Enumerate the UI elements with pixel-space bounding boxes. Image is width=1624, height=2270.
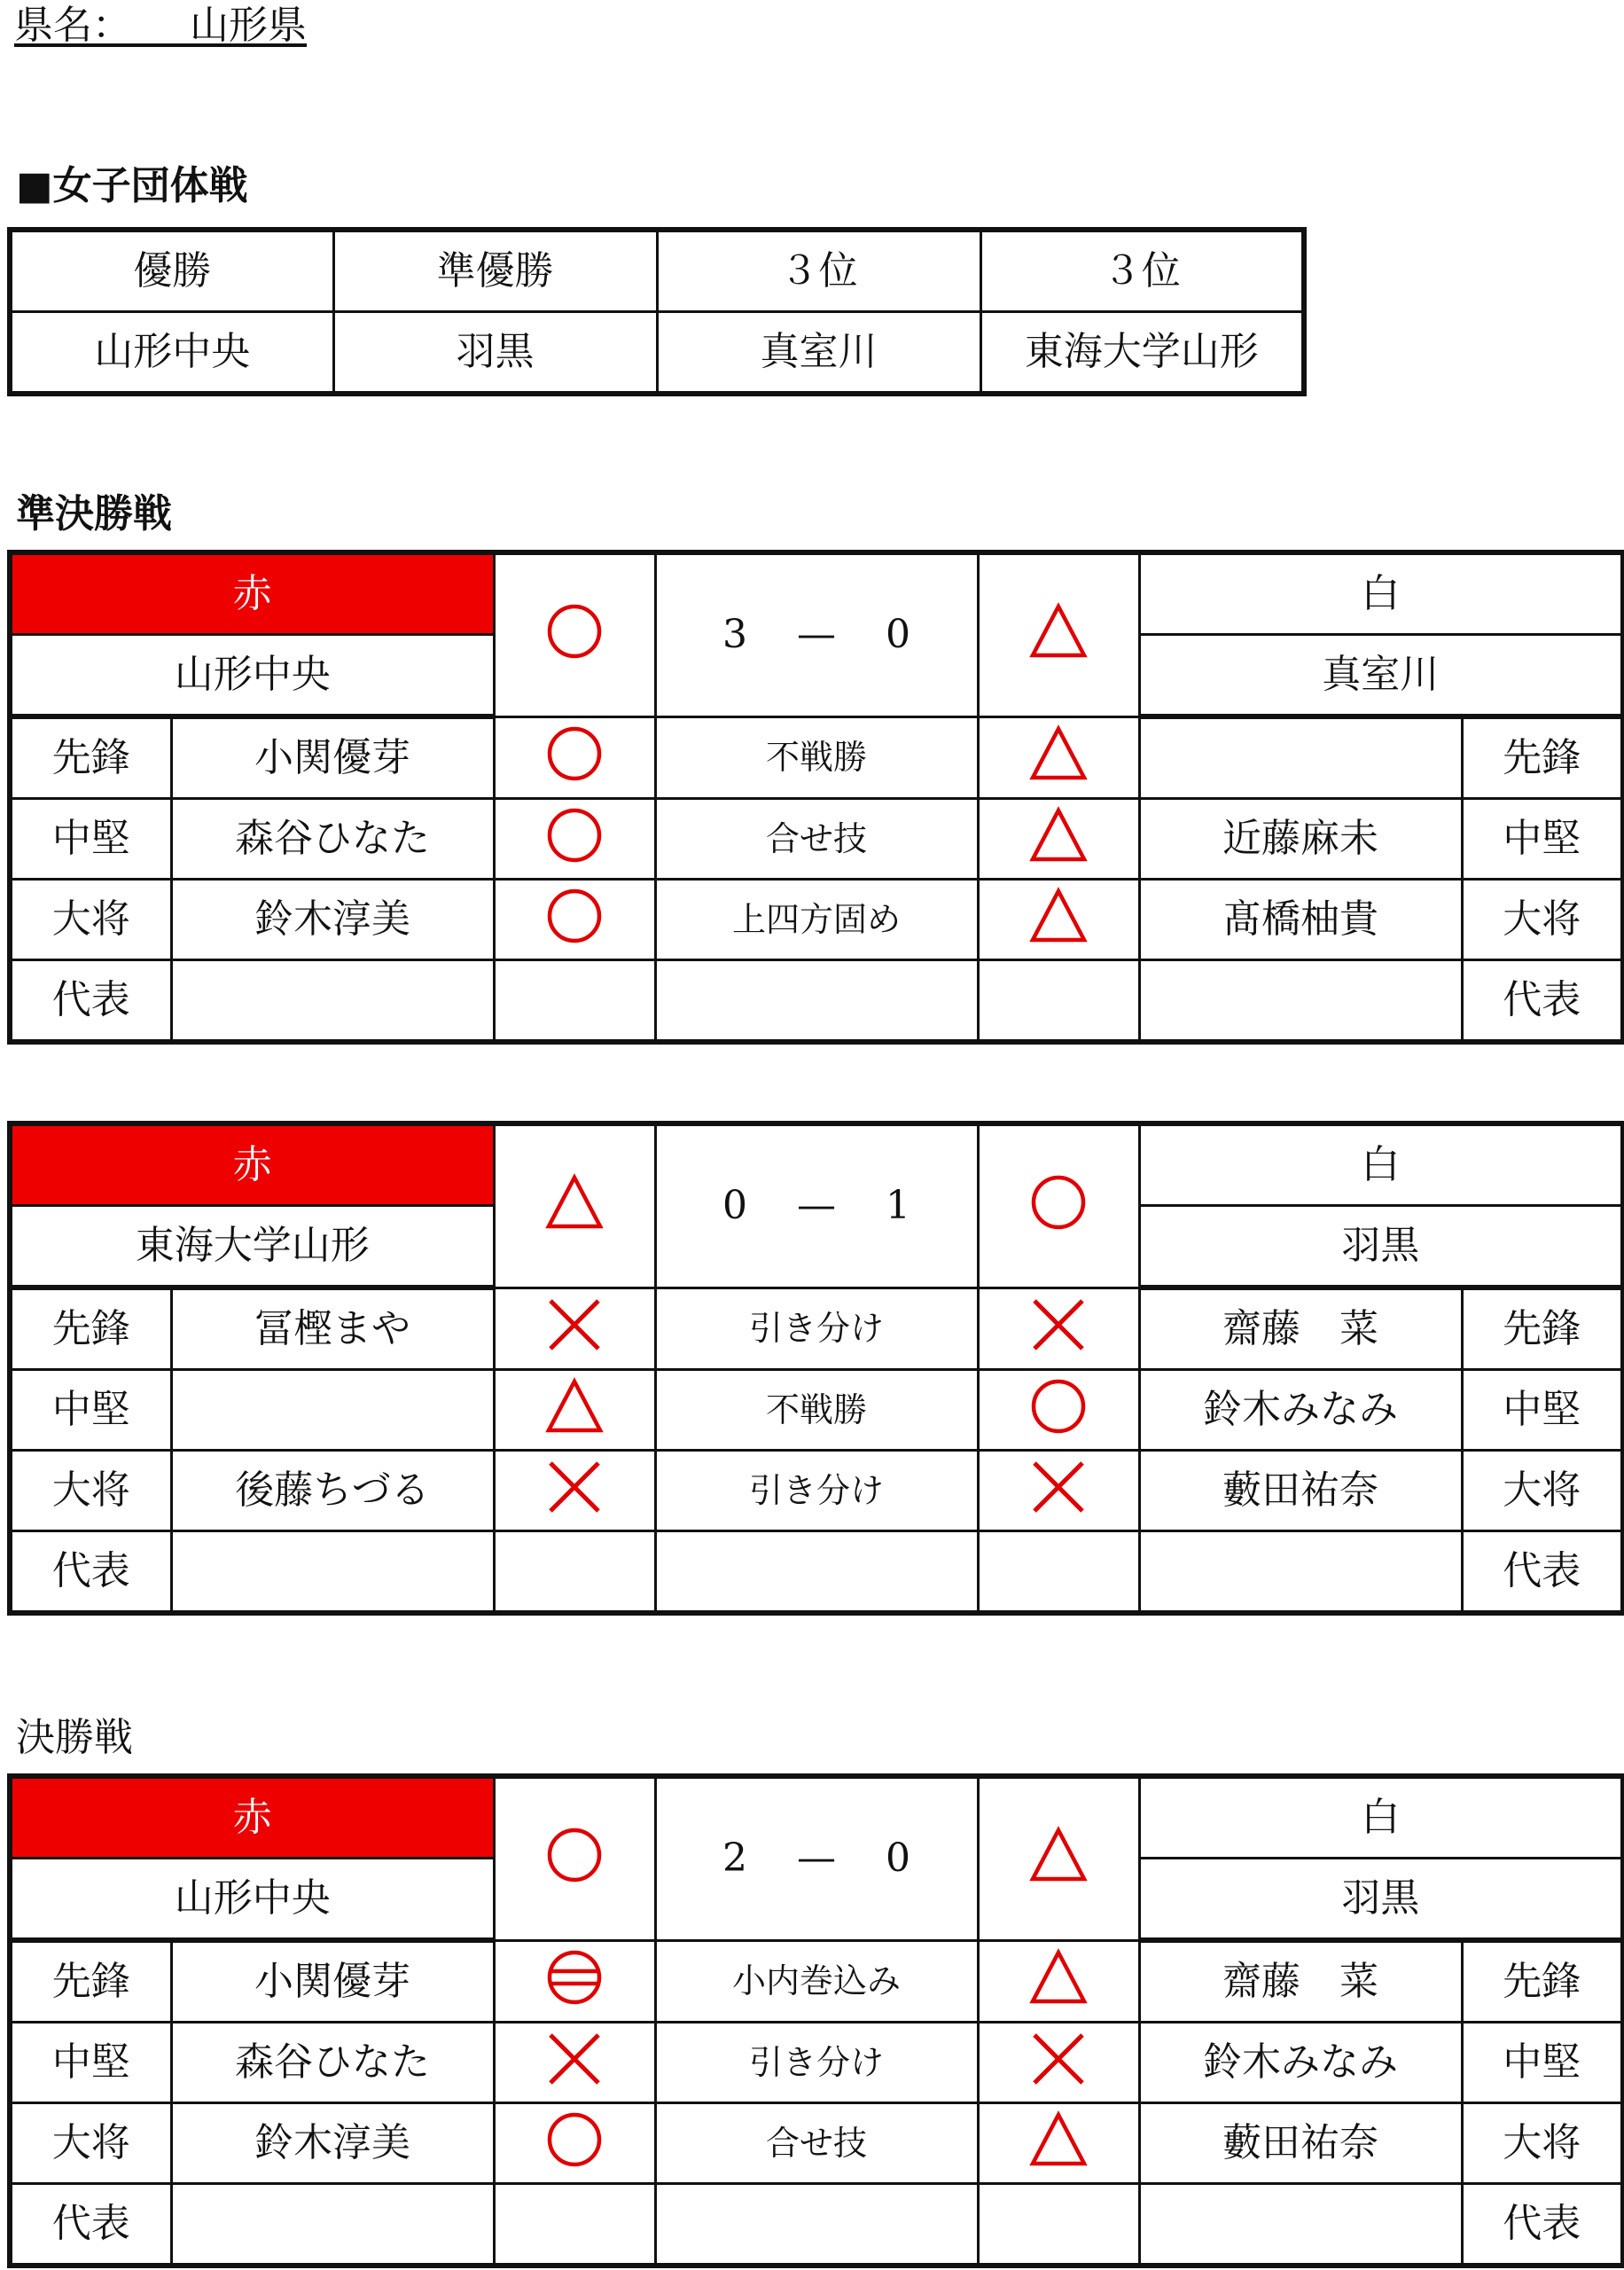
red-bout-mark [494,880,655,960]
bout-row [10,1940,1623,2023]
white-bout-mark [978,2103,1139,2184]
white-bout-mark [978,799,1139,880]
white-bout-mark [978,1370,1139,1451]
white-player [1139,2184,1462,2266]
white-bout-mark [978,2184,1139,2266]
white-player [1139,716,1462,799]
triangle-icon [1029,602,1088,668]
cross-icon [1029,1458,1088,1523]
score-red: 0 [722,1183,748,1229]
results-header-row [10,230,1304,312]
white-position: 代表 [1462,2184,1623,2266]
white-player: 齋藤 菜 [1139,1940,1462,2023]
red-team-mark [494,552,655,716]
bout-row [10,1370,1623,1451]
white-position: 先鋒 [1462,1940,1623,2023]
red-bout-mark [494,1451,655,1531]
red-bout-mark [494,1370,655,1451]
white-player: 髙橋柚貴 [1139,880,1462,960]
white-position: 中堅 [1462,1370,1623,1451]
match-table-1 [7,550,1624,1045]
white-bout-mark [978,716,1139,799]
score-dash: — [797,1183,836,1229]
red-side-label: 赤 [10,1776,494,1859]
circle-icon [1029,1173,1088,1239]
red-player: 森谷ひなた [171,799,494,880]
white-position: 代表 [1462,1531,1623,1614]
red-bout-mark [494,960,655,1043]
red-side-label: 赤 [10,552,494,635]
circle-icon [1029,1377,1088,1443]
bout-result: 合せ技 [655,2103,978,2184]
bout-result: 不戦勝 [655,716,978,799]
white-team-name: 真室川 [1139,635,1623,717]
bout-row [10,1531,1623,1614]
red-bout-mark [494,2184,655,2266]
red-position: 中堅 [10,2023,171,2103]
semifinal-title: 準決勝戦 [16,491,172,536]
bout-result: 引き分け [655,2023,978,2103]
red-position: 先鋒 [10,716,171,799]
red-team-mark [494,1123,655,1288]
match-table-3 [7,1773,1624,2268]
result-header-4: ３位 [980,230,1304,312]
white-player: 藪田祐奈 [1139,1451,1462,1531]
white-position: 中堅 [1462,2023,1623,2103]
red-position: 大将 [10,2103,171,2184]
white-player: 鈴木みなみ [1139,2023,1462,2103]
result-value-4: 東海大学山形 [980,312,1304,395]
red-position: 中堅 [10,1370,171,1451]
red-position: 先鋒 [10,1940,171,2023]
red-player [171,2184,494,2266]
team-score [655,1776,978,1940]
white-player [1139,960,1462,1043]
red-player [171,1370,494,1451]
circle-icon [545,724,604,790]
red-position: 代表 [10,2184,171,2266]
prefecture-value: 山形県 [190,3,307,48]
bout-row [10,1451,1623,1531]
red-bout-mark [494,1288,655,1370]
prefecture-line [14,0,307,51]
circle-icon [545,806,604,872]
bout-result: 引き分け [655,1288,978,1370]
bout-result: 合せ技 [655,799,978,880]
score-white: 0 [885,612,910,658]
white-player: 藪田祐奈 [1139,2103,1462,2184]
white-position: 大将 [1462,1451,1623,1531]
result-header-3: ３位 [657,230,980,312]
bout-row [10,1288,1623,1370]
team-score [655,1123,978,1288]
red-bout-mark [494,1531,655,1614]
white-position: 代表 [1462,960,1623,1043]
triangle-icon [1029,724,1088,790]
white-team-name: 羽黒 [1139,1859,1623,1941]
circle-icon [545,2110,604,2176]
white-team-name: 羽黒 [1139,1206,1623,1288]
red-team-name: 東海大学山形 [10,1206,494,1288]
triangle-icon [1029,2110,1088,2176]
red-team-mark [494,1776,655,1940]
red-player [171,1531,494,1614]
red-bout-mark [494,799,655,880]
white-position: 先鋒 [1462,1288,1623,1370]
white-bout-mark [978,880,1139,960]
red-player: 後藤ちづる [171,1451,494,1531]
bout-result: 小内巻込み [655,1940,978,2023]
triangle-icon [1029,1826,1088,1891]
bout-row [10,2184,1623,2266]
triangle-icon [1029,806,1088,872]
white-side-label: 白 [1139,1123,1623,1206]
triangle-icon [1029,1948,1088,2014]
bout-row [10,960,1623,1043]
result-header-2: 準優勝 [333,230,657,312]
bout-result [655,1531,978,1614]
red-bout-mark [494,2023,655,2103]
white-position: 中堅 [1462,799,1623,880]
red-player: 小関優芽 [171,716,494,799]
team-results-table [7,227,1307,396]
triangle-icon [545,1173,604,1239]
red-player: 鈴木淳美 [171,2103,494,2184]
white-bout-mark [978,1531,1139,1614]
white-team-mark [978,1776,1139,1940]
score-red: 2 [722,1836,748,1882]
red-position: 大将 [10,880,171,960]
red-position: 大将 [10,1451,171,1531]
white-team-mark [978,1123,1139,1288]
score-white: 1 [885,1183,910,1229]
white-bout-mark [978,1451,1139,1531]
bout-result [655,960,978,1043]
score-dash: — [797,612,836,658]
white-player [1139,1531,1462,1614]
result-value-3: 真室川 [657,312,980,395]
bout-row [10,880,1623,960]
circle-icon [545,1826,604,1891]
white-player: 近藤麻未 [1139,799,1462,880]
white-position: 大将 [1462,880,1623,960]
red-bout-mark [494,1940,655,2023]
white-bout-mark [978,960,1139,1043]
white-bout-mark [978,2023,1139,2103]
bout-row [10,2023,1623,2103]
red-position: 先鋒 [10,1288,171,1370]
white-position: 先鋒 [1462,716,1623,799]
triangle-icon [545,1377,604,1443]
cross-icon [1029,2030,1088,2095]
white-player: 鈴木みなみ [1139,1370,1462,1451]
bout-result: 引き分け [655,1451,978,1531]
cross-icon [545,1295,604,1361]
cross-icon [1029,1295,1088,1361]
result-header-1: 優勝 [10,230,333,312]
red-bout-mark [494,716,655,799]
bout-row [10,799,1623,880]
white-bout-mark [978,1288,1139,1370]
red-position: 代表 [10,960,171,1043]
results-value-row [10,312,1304,395]
bout-result: 上四方固め [655,880,978,960]
cross-icon [545,2030,604,2095]
red-bout-mark [494,2103,655,2184]
bout-result [655,2184,978,2266]
red-player: 鈴木淳美 [171,880,494,960]
score-red: 3 [722,612,748,658]
red-side-label: 赤 [10,1123,494,1206]
white-bout-mark [978,1940,1139,2023]
white-side-label: 白 [1139,552,1623,635]
red-position: 中堅 [10,799,171,880]
circle-icon [545,887,604,952]
white-player: 齋藤 菜 [1139,1288,1462,1370]
red-player: 冨樫まや [171,1288,494,1370]
red-player: 小関優芽 [171,1940,494,2023]
bout-row [10,2103,1623,2184]
bout-result: 不戦勝 [655,1370,978,1451]
split-circle-icon [545,1948,604,2014]
score-white: 0 [885,1836,910,1882]
team-section-title: ■女子団体戦 [16,163,248,208]
triangle-icon [1029,887,1088,952]
result-value-1: 山形中央 [10,312,333,395]
score-dash: — [797,1836,836,1882]
red-position: 代表 [10,1531,171,1614]
final-title: 決勝戦 [16,1715,133,1760]
result-value-2: 羽黒 [333,312,657,395]
team-score [655,552,978,716]
circle-icon [545,602,604,668]
white-team-mark [978,552,1139,716]
red-player: 森谷ひなた [171,2023,494,2103]
red-team-name: 山形中央 [10,1859,494,1941]
white-side-label: 白 [1139,1776,1623,1859]
red-team-name: 山形中央 [10,635,494,717]
cross-icon [545,1458,604,1523]
white-position: 大将 [1462,2103,1623,2184]
red-player [171,960,494,1043]
prefecture-label: 県名： [14,3,112,48]
bout-row [10,716,1623,799]
match-table-2 [7,1121,1624,1616]
